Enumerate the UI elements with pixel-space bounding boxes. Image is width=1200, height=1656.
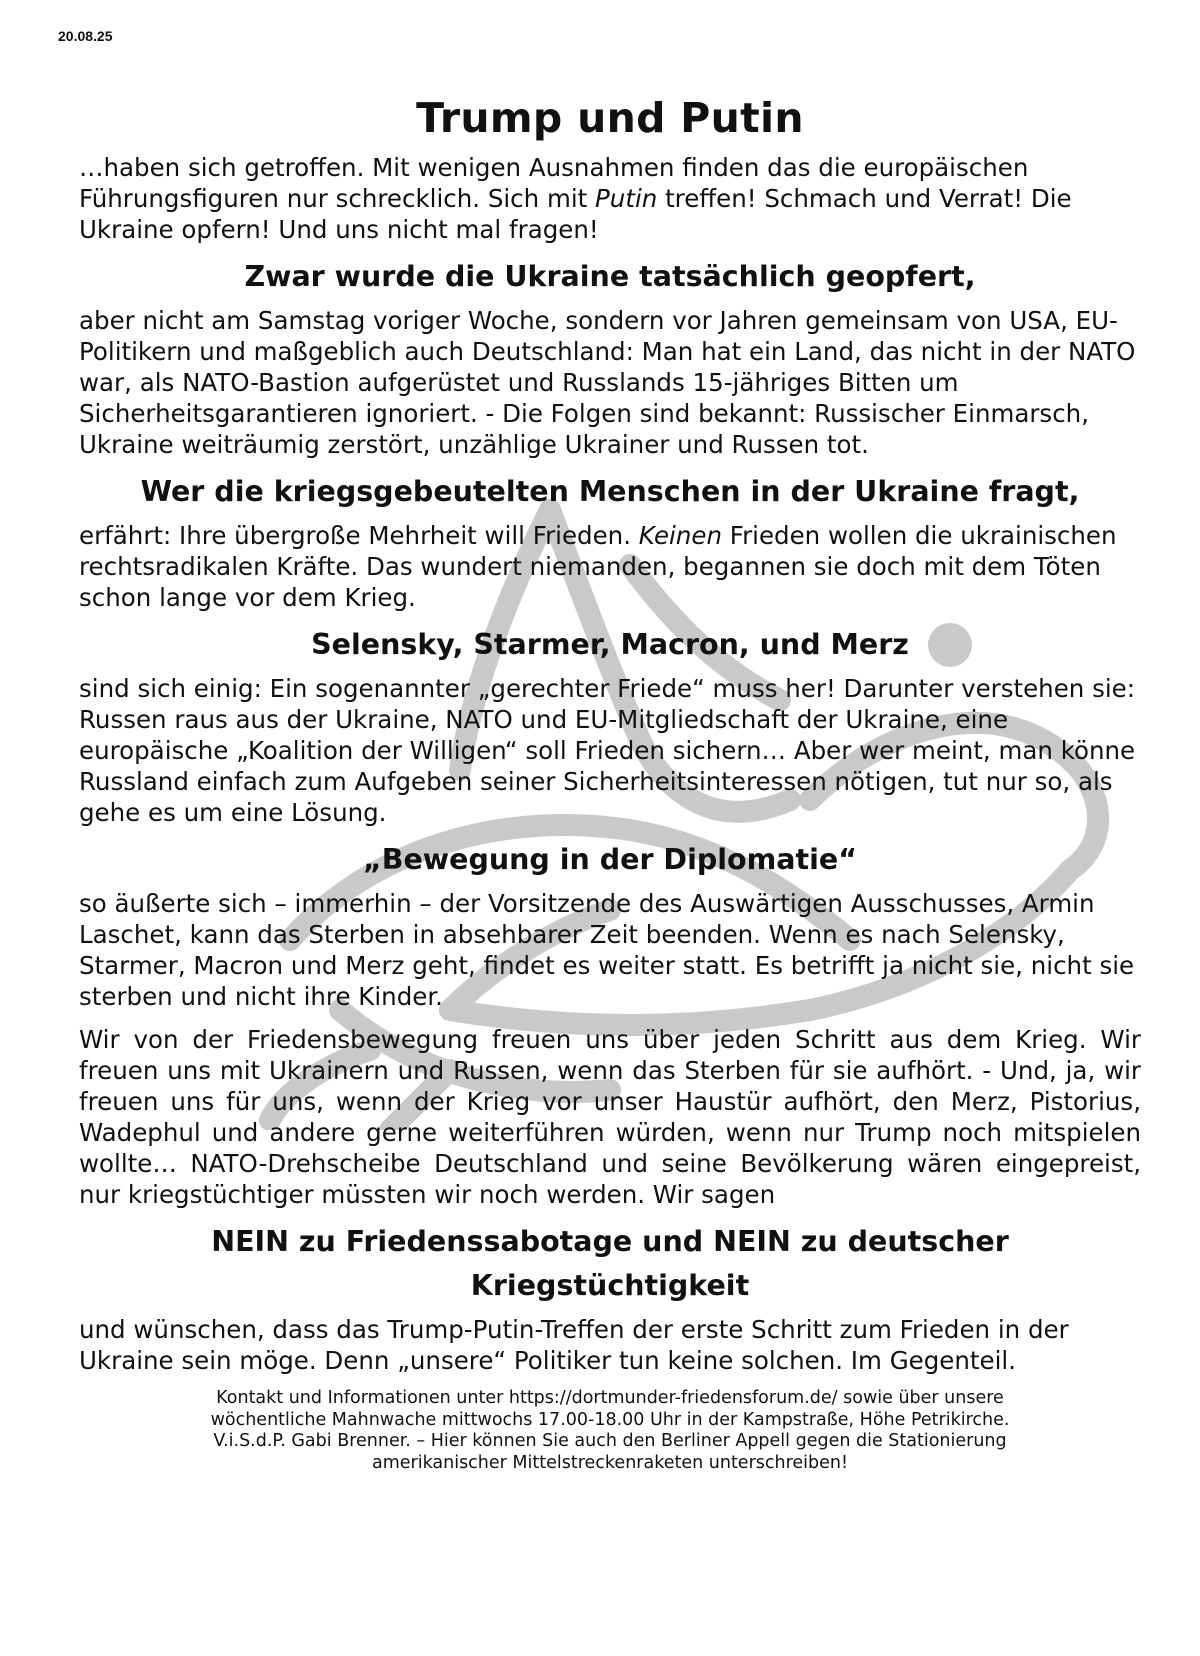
section1-body: aber nicht am Samstag voriger Woche, sondern vor Jahren gemeinsam von USA, EU-Politikern und maßgeblich auch Deutschland: Man hat ein Land, das nicht in der NATO war, als NATO-Bastion aufgerüstet und Russlands 15-jähriges Bitten um Sicherheitsgarantieren ignoriert. - Die Folgen sind bekannt: Russischer Einmarsch, Ukraine weiträumig zerstört, unzählige Ukrainer und Russen tot. <box>79 306 1136 459</box>
section5-heading: NEIN zu Friedenssabotage und NEIN zu deutscher Kriegstüchtigkeit <box>211 1225 1009 1302</box>
section3-body: sind sich einig: Ein sogenannter „gerechter Friede“ muss her! Darunter verstehen sie: Russen raus aus der Ukraine, NATO und EU-Mitgliedschaft der Ukraine, eine europäische „Koalition der Willigen“ soll Frieden sichern… Aber wer meint, man könne Russland einfach zum Aufgeben seiner Sicherheitsinteressen nötigen, tut nur so, als gehe es um eine Lösung. <box>79 674 1136 827</box>
section4-body: so äußerte sich – immerhin – der Vorsitzende des Auswärtigen Ausschusses, Armin Laschet, kann das Sterben in absehbarer Zeit beenden. Wenn es nach Selensky, Starmer, Macron und Merz geht, findet es weiter statt. Es betrifft ja nicht sie, nicht sie sterben und nicht ihre Kinder. <box>79 889 1135 1011</box>
intro-italic-putin: Putin <box>595 184 658 213</box>
page-title: Trump und Putin <box>416 94 804 142</box>
section2-text-end: Frieden wollen die ukrainischen rechtsradikalen Kräfte. Das wundert niemanden, begannen sie doch mit dem Töten schon lange vor dem Krieg. <box>79 521 1117 612</box>
section3-heading: Selensky, Starmer, Macron, und Merz <box>311 628 909 661</box>
date-label: 20.08.25 <box>58 28 113 44</box>
section4-body-2: Wir von der Friedensbewegung freuen uns über jeden Schritt aus dem Krieg. Wir freuen uns mit Ukrainern und Russen, wenn das Sterben für sie aufhört. - Und, ja, wir freuen uns für uns, wenn der Krieg vor unser Haustür aufhört, den Merz, Pistorius, Wadephul und andere gerne weiterführen würden, wenn nur Trump noch mitspielen wollte… NATO-Drehscheibe Deutschland und seine Bevölkerung wären eingepreist, nur kriegstüchtiger müssten wir noch werden. Wir sagen <box>79 1025 1141 1209</box>
intro-paragraph <box>79 152 1141 245</box>
intro-text-start: …haben sich getroffen. Mit wenigen Ausnahmen finden das die europäischen Führungsfiguren nur schrecklich. Sich mit <box>79 153 1029 213</box>
section1-heading: Zwar wurde die Ukraine tatsächlich geopfert, <box>244 260 976 293</box>
section2-text-start: erfährt: Ihre übergroße Mehrheit will Frieden. <box>79 521 639 550</box>
leaflet-content <box>79 90 1141 1474</box>
section5-body: und wünschen, dass das Trump-Putin-Treffen der erste Schritt zum Frieden in der Ukraine sein möge. Denn „unsere“ Politiker tun keine solchen. Im Gegenteil. <box>79 1315 1069 1375</box>
section4-heading: „Bewegung in der Diplomatie“ <box>363 843 857 876</box>
section2-italic-keinen: Keinen <box>638 521 722 550</box>
intro-text-end: treffen! Schmach und Verrat! Die Ukraine opfern! Und uns nicht mal fragen! <box>79 184 1072 244</box>
contact-footer: Kontakt und Informationen unter https://dortmunder-friedensforum.de/ sowie über unsere wöchentliche Mahnwache mittwochs 17.00-18.00 Uhr in der Kampstraße, Höhe Petrikirche. V.i.S.d.P. Gabi Brenner. – Hier können Sie auch den Berliner Appell gegen die Stationierung amerikanischer Mittelstreckenraketen unterschreiben! <box>210 1388 1010 1473</box>
section2-heading: Wer die kriegsgebeutelten Menschen in der Ukraine fragt, <box>140 475 1080 508</box>
section2-body <box>79 520 1141 613</box>
